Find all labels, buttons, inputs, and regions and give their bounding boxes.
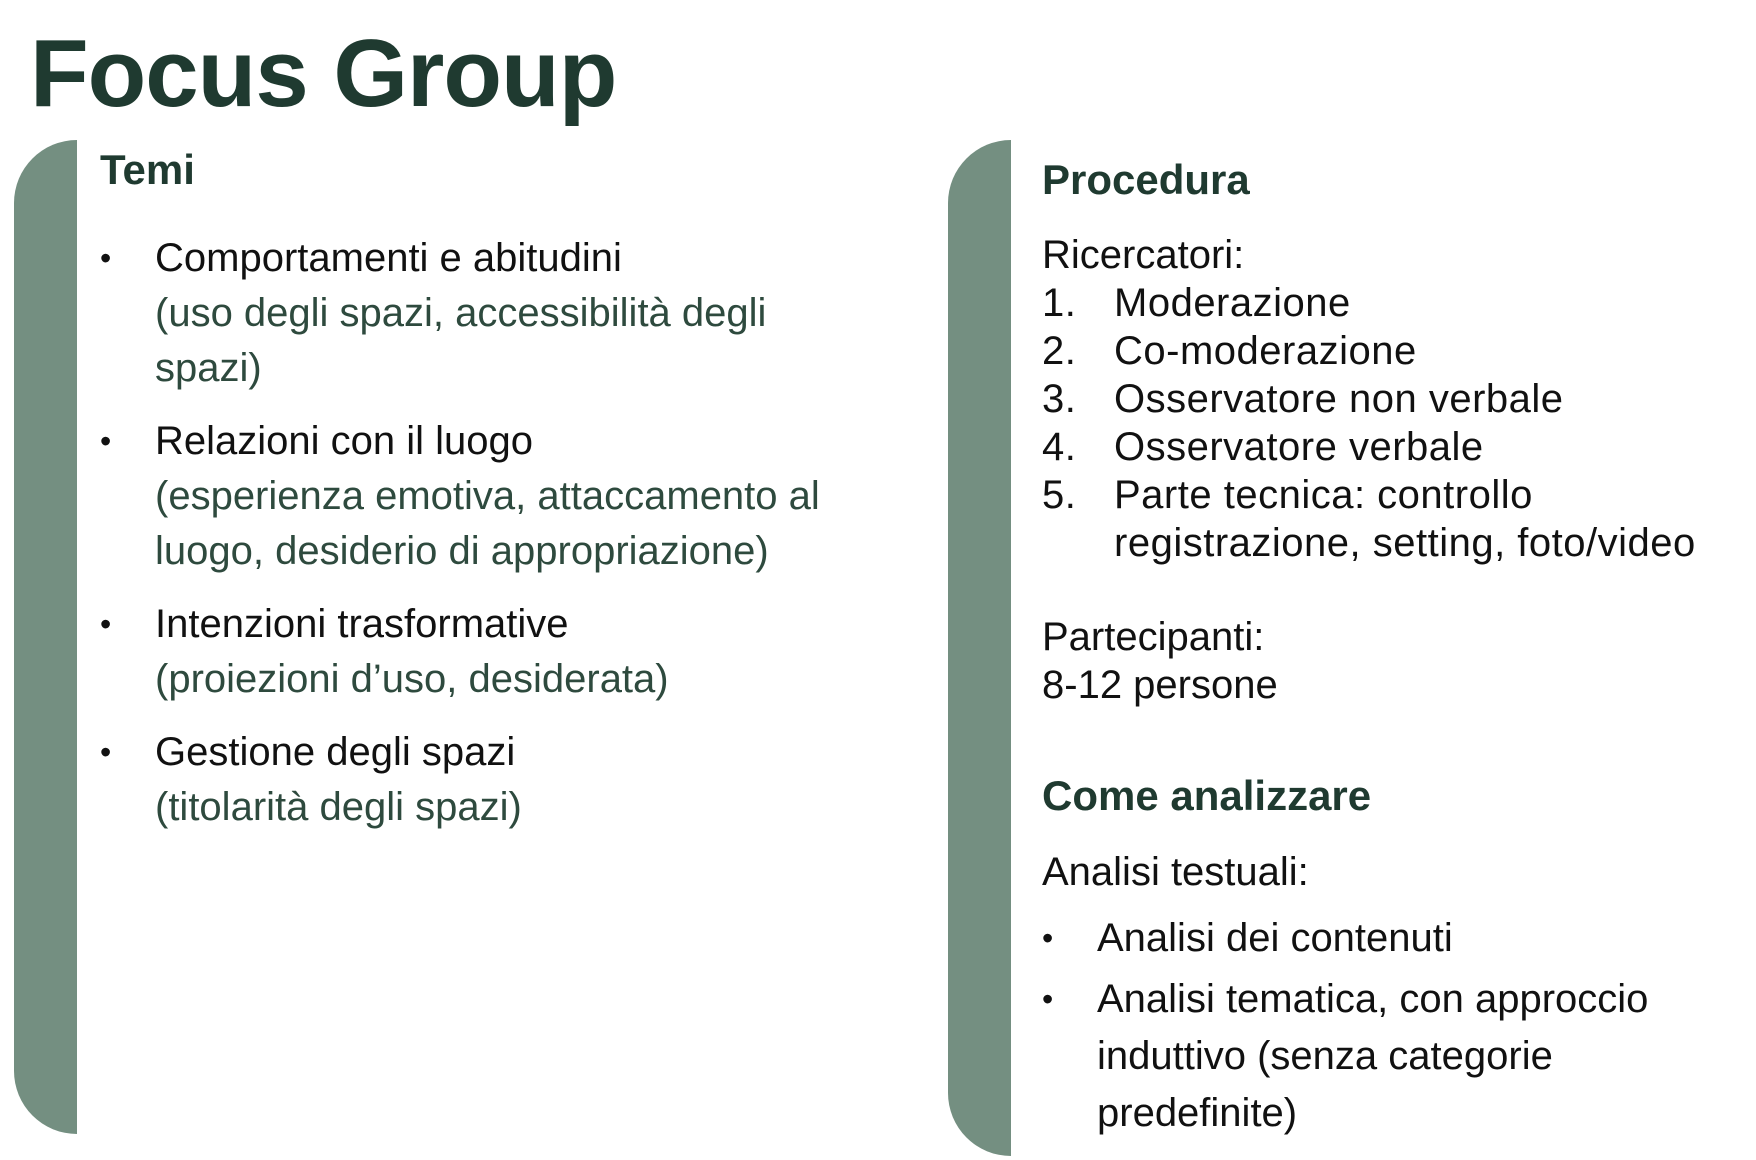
theme-title: Comportamenti e abitudini <box>155 236 622 281</box>
list-number: 3. <box>1042 377 1077 422</box>
theme-title: Relazioni con il luogo <box>155 419 534 464</box>
list-item <box>1042 971 1752 1142</box>
theme-detail: (esperienza emotiva, attaccamento al luogo, desiderio di appropriazione) <box>155 474 820 574</box>
analysis-method: Analisi tematica <box>1097 976 1378 1021</box>
bullet-icon: • <box>100 240 112 277</box>
themes-section <box>100 145 860 853</box>
analysis-method-note: , con approccio induttivo (senza categorie predefinite) <box>1097 976 1649 1135</box>
bullet-icon: • <box>1042 980 1054 1017</box>
bullet-icon: • <box>100 606 112 643</box>
researcher-role: Moderazione <box>1114 281 1351 326</box>
list-item <box>100 597 860 707</box>
analysis-method: Analisi dei contenuti <box>1097 915 1453 960</box>
list-item <box>100 414 860 579</box>
list-item <box>1042 375 1752 423</box>
participants-label: Partecipanti: <box>1042 615 1265 660</box>
themes-list <box>100 231 860 835</box>
bullet-icon: • <box>1042 919 1054 956</box>
list-item <box>1042 423 1752 471</box>
theme-detail: (titolarità degli spazi) <box>155 785 522 830</box>
list-number: 4. <box>1042 425 1077 470</box>
theme-detail: (proiezioni d’uso, desiderata) <box>155 657 669 702</box>
analysis-heading: Come analizzare <box>1042 772 1372 820</box>
procedure-heading: Procedura <box>1042 156 1250 203</box>
theme-title: Gestione degli spazi <box>155 730 516 775</box>
researcher-role: Co-moderazione <box>1114 329 1417 374</box>
list-number: 5. <box>1042 473 1077 518</box>
right-accent-bar <box>948 140 1011 1156</box>
themes-heading: Temi <box>100 146 195 193</box>
list-number: 1. <box>1042 281 1077 326</box>
procedure-section <box>1042 155 1752 1146</box>
analysis-label: Analisi testuali: <box>1042 849 1309 894</box>
participants-value: 8-12 persone <box>1042 663 1278 708</box>
list-number: 2. <box>1042 329 1077 374</box>
theme-title: Intenzioni trasformative <box>155 602 569 647</box>
researcher-role: Parte tecnica: controllo registrazione, setting, foto/video <box>1114 473 1696 566</box>
list-item <box>100 725 860 835</box>
researcher-role: Osservatore non verbale <box>1114 377 1564 422</box>
list-item <box>1042 327 1752 375</box>
bullet-icon: • <box>100 734 112 771</box>
page-title: Focus Group <box>30 20 617 127</box>
left-accent-bar <box>14 140 77 1134</box>
analysis-list <box>1042 910 1752 1142</box>
list-item <box>1042 279 1752 327</box>
list-item <box>1042 471 1752 567</box>
list-item <box>1042 910 1752 967</box>
researcher-role: Osservatore verbale <box>1114 425 1484 470</box>
bullet-icon: • <box>100 423 112 460</box>
researchers-label: Ricercatori: <box>1042 233 1245 278</box>
researchers-list <box>1042 279 1752 567</box>
list-item <box>100 231 860 396</box>
theme-detail: (uso degli spazi, accessibilità degli spazi) <box>155 291 767 391</box>
